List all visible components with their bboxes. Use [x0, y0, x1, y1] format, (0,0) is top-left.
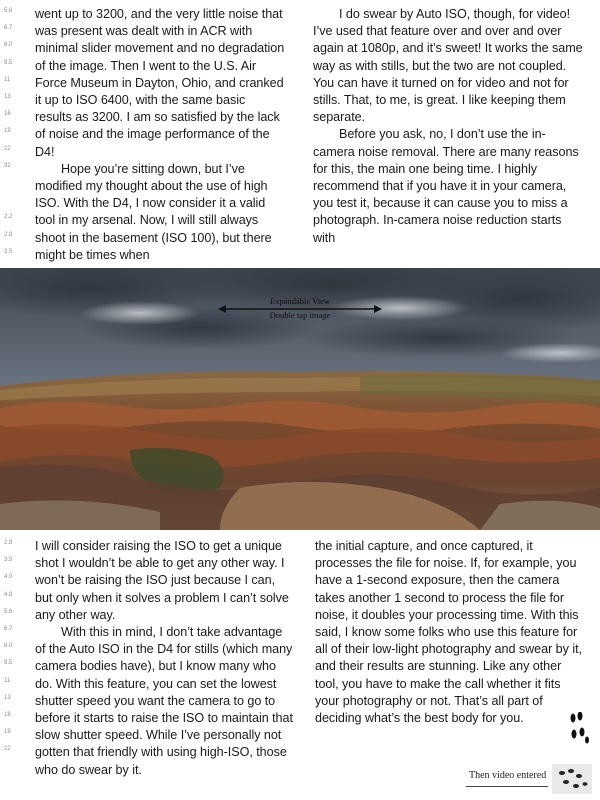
gutter-num: 5.6: [4, 8, 13, 14]
gutter-num: 16: [4, 712, 11, 718]
gutter-num: 19: [4, 128, 11, 134]
gutter-num: 9.5: [4, 60, 13, 66]
gutter-num: 3.5: [4, 249, 13, 255]
double-arrow-icon: [218, 305, 382, 313]
gutter-top: [0, 6, 32, 266]
paragraph: Hope you’re sitting down, but I’ve modified my thought about the use of high ISO. With the D4, I now consider it a valid tool in my arsenal. Now, I will still always shoot in the basement (ISO 100), but there might be times when: [35, 161, 272, 262]
gutter-num: 2.8: [4, 540, 13, 546]
gutter-num: 22: [4, 146, 11, 152]
animal-tracks-icon: [568, 712, 592, 746]
paragraph: With this in mind, I don’t take advantage of the Auto ISO in the D4 for stills (which many camera bodies have), but I know many who do. With this feature, you can set the lowest shutter speed you want the camera to go to before it starts to raise the ISO to maintain that slow shutter speed. While I’ve personally not gotten that friendly with using high-ISO, those who do swear by it.: [35, 625, 293, 777]
column-top-right: [313, 6, 583, 247]
gutter-num: 13: [4, 94, 11, 100]
gutter-bottom: [0, 538, 32, 798]
gutter-num: 32: [4, 163, 11, 169]
column-bottom-right: [315, 538, 585, 727]
footer-label[interactable]: Then video entered: [469, 770, 547, 781]
gutter-num: 9.5: [4, 660, 13, 666]
tap-label: Double tap image: [269, 310, 331, 320]
gutter-num: 19: [4, 729, 11, 735]
paragraph: went up to 3200, and the very little noise that was present was dealt with in ACR with minimal slider movement and no degradation of the image. Then I went to the U.S. Air Force Museum in Dayton, Ohio, and cranked it up to ISO 6400, with the same basic results as 3200. I am so satisfied by the lack of noise and the image performance of the D4!: [35, 7, 285, 159]
paragraph: Before you ask, no, I don’t use the in-camera noise removal. There are many reasons for this, the main one being time. I highly recommend that if you have it in your camera, you test it, because it can cause you to miss a photograph. In-camera noise reduction starts with: [313, 127, 579, 245]
paragraph: I do swear by Auto ISO, though, for video! I’ve used that feature over and over and over again at 1080p, and it’s sweet! It works the same way as with stills, but the two are not coupled. You can have it turned on for video and not for stills. That, to me, is great. I like keeping them separate.: [313, 7, 583, 125]
gutter-num: 5.6: [4, 609, 13, 615]
gutter-num: 22: [4, 746, 11, 752]
gutter-num: 6.7: [4, 626, 13, 632]
column-top-left: [35, 6, 285, 264]
footer-divider: [466, 786, 548, 787]
gutter-num: 11: [4, 678, 11, 684]
paragraph: I will consider raising the ISO to get a unique shot I wouldn’t be able to get any other way. I won’t be raising the ISO just because I can, but only when it solves a problem I can’t solve any other way.: [35, 539, 289, 622]
gutter-num: 11: [4, 77, 11, 83]
gutter-num: 6.7: [4, 25, 13, 31]
expand-label: Expandable View: [270, 296, 330, 306]
gutter-num: 4.8: [4, 592, 13, 598]
gutter-num: 2.8: [4, 232, 13, 238]
thumbnail-icon[interactable]: [552, 764, 592, 794]
column-bottom-left: [35, 538, 295, 779]
paragraph: the initial capture, and once captured, it processes the file for noise. If, for example, you have a 1-second exposure, then the camera takes another 1 second to process the file for noise, it doubles your processing time. With this said, I know some folks who use this feature for all of their low-light photography and swear by it, and their results are stunning. Like any other tool, you have to make the call whether it fits your photography or not. That’s all part of deciding what’s the best body for you.: [315, 539, 582, 726]
gutter-num: 4.0: [4, 574, 13, 580]
gutter-num: 16: [4, 111, 11, 117]
gutter-num: 13: [4, 695, 11, 701]
gutter-num: 2.2: [4, 214, 13, 220]
gutter-num: 3.5: [4, 557, 13, 563]
gutter-num: 8.0: [4, 42, 13, 48]
gutter-num: 8.0: [4, 643, 13, 649]
